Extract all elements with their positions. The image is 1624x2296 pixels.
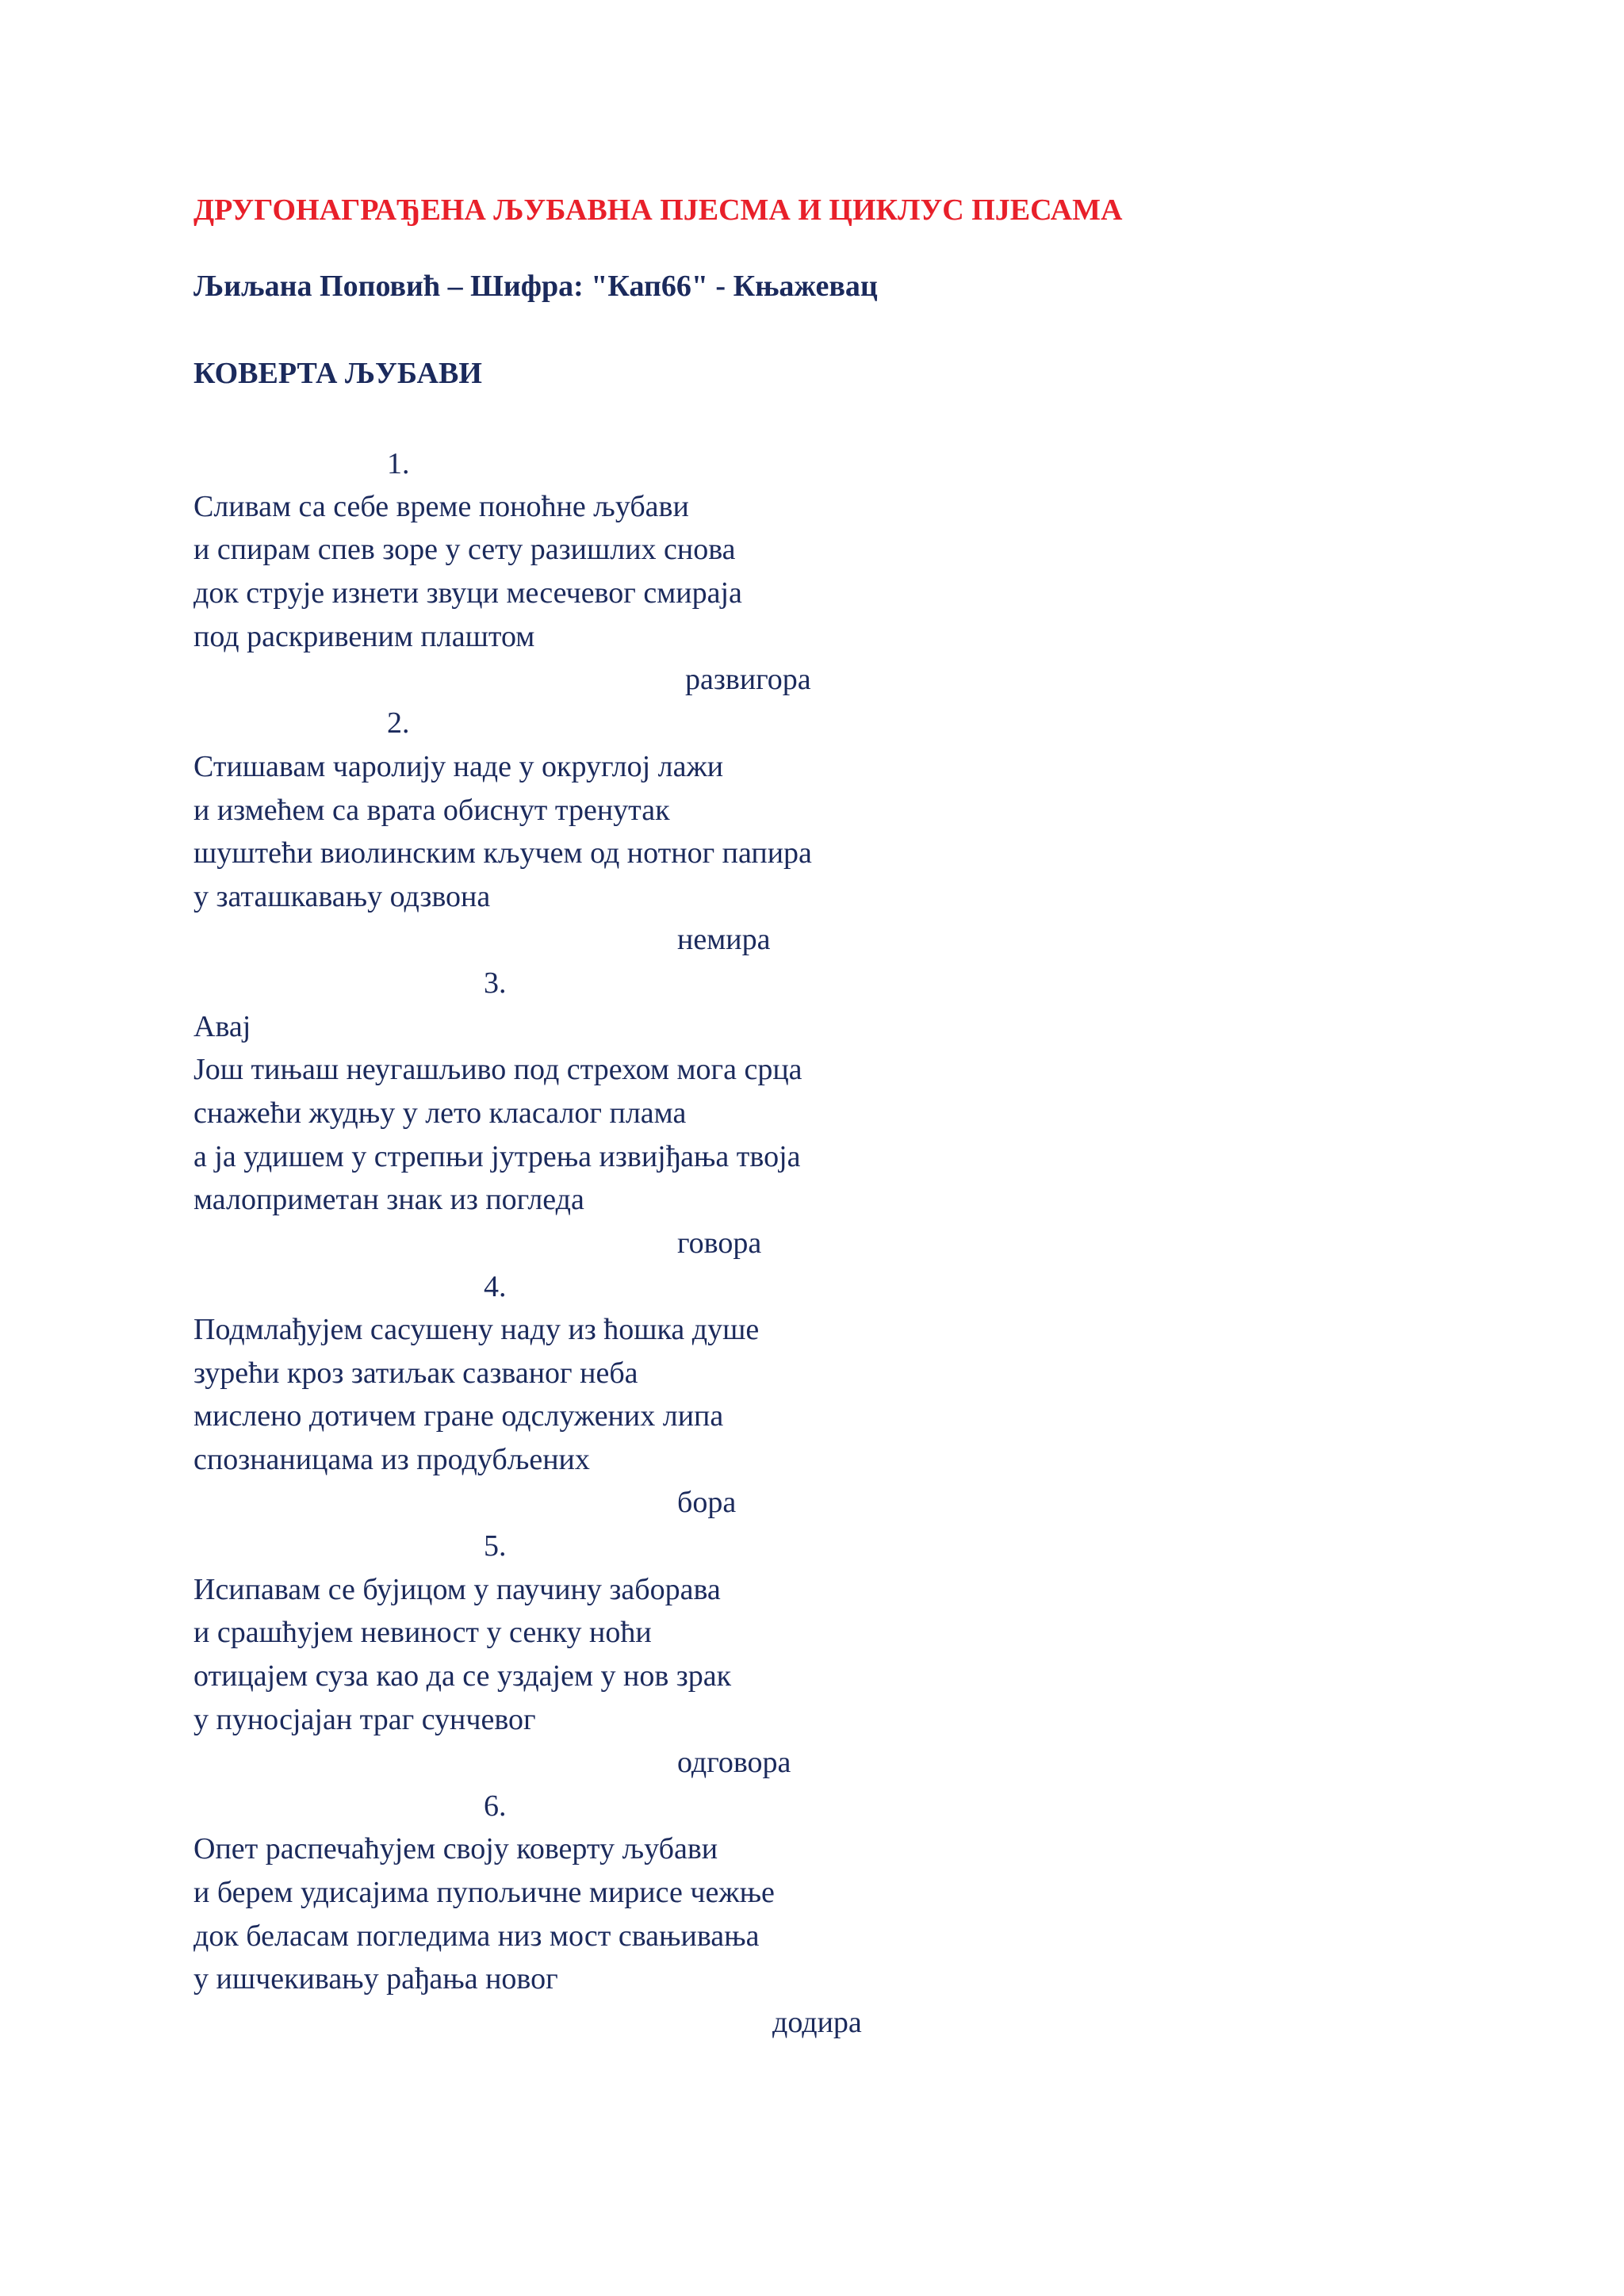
verse-line: у ишчекивању рађања новог [193,1962,558,1996]
verse-line: отицајем суза као да се уздајем у нов зрак [193,1659,732,1693]
author-line: Љиљана Поповић – Шифра: "Кап66" - Књажевац [193,270,878,303]
verse-line: Сливам са себе време поноћне љубави [193,490,689,523]
verse-line: док беласам погледима низ мост свањивања [193,1919,760,1953]
verse-line: Опет распечаћујем своју коверту љубави [193,1832,718,1866]
stanza-tail-word: развигора [685,663,811,696]
verse-line: у заташкавању одзвона [193,880,491,913]
verse-line: и берем удисајима пупољичне мирисе чежње [193,1876,775,1909]
verse-line: Подмлађујем сасушену наду из ћошка душе [193,1313,760,1346]
document-heading: ДРУГОНАГРАЂЕНА ЉУБАВНА ПЈЕСМА И ЦИКЛУС ПЈЕСАМА [193,193,1123,227]
stanza-number: 6. [484,1789,507,1823]
verse-line: и спирам спев зоре у сету разишлих снова [193,533,736,566]
stanza-tail-word: немира [677,923,771,956]
verse-line: спознаницама из продубљених [193,1443,590,1476]
verse-line: и срашћујем невиност у сенку ноћи [193,1616,652,1649]
stanza-number: 5. [484,1529,507,1563]
stanza-number: 3. [484,966,507,1000]
verse-line: док струје изнети звуци месечевог смираја [193,576,742,610]
poem-title: КОВЕРТА ЉУБАВИ [193,357,482,390]
verse-line: Стишавам чаролију наде у округлој лажи [193,750,724,783]
stanza-tail-word: додира [772,2006,862,2039]
stanza-tail-word: говора [677,1226,762,1260]
stanza-number: 1. [387,447,410,480]
verse-line: малоприметан знак из погледа [193,1183,584,1216]
verse-line: зурећи кроз затиљак сазваног неба [193,1357,638,1390]
verse-line: мислено дотичем гране одслужених липа [193,1399,724,1433]
stanza-tail-word: одговора [677,1746,791,1779]
verse-line: у пуносјајан траг сунчевог [193,1703,536,1736]
verse-line: Авај [193,1010,251,1043]
verse-line: Исипавам се бујицом у паучину заборава [193,1573,721,1606]
verse-line: под раскривеним плаштом [193,620,535,653]
stanza-number: 4. [484,1270,507,1303]
verse-line: а ја удишем у стрепњи јутрења извијђања твоја [193,1140,801,1173]
verse-line: Још тињаш неугашљиво под стрехом мога срца [193,1053,802,1086]
verse-line: шуштећи виолинским кључем од нотног папира [193,836,812,870]
stanza-number: 2. [387,706,410,740]
stanza-tail-word: бора [677,1486,737,1519]
verse-line: снажећи жудњу у лето класалог плама [193,1096,687,1130]
verse-line: и измећем са врата обиснут тренутак [193,794,670,827]
